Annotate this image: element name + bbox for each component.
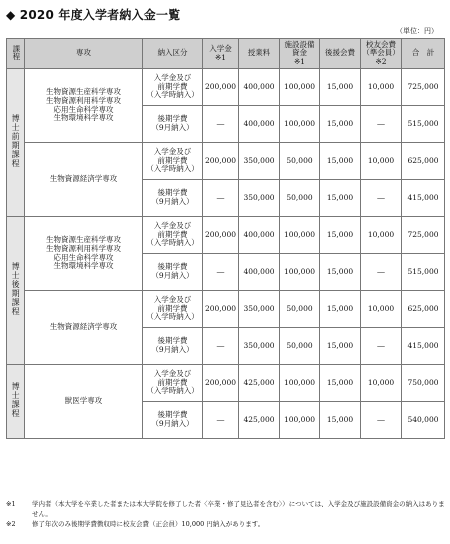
pay-type-first: 入学金及び 前期学費 （入学時納入） <box>143 217 203 254</box>
cell-alumni: 10,000 <box>361 69 402 106</box>
pay-type-first: 入学金及び 前期学費 （入学時納入） <box>143 291 203 328</box>
cell-alumni: ― <box>361 180 402 217</box>
cell-entrance: 200,000 <box>203 365 239 402</box>
cell-total: 540,000 <box>402 402 445 439</box>
pay-type-later: 後期学費 （9月納入） <box>143 402 203 439</box>
header-alumni: 校友会費 （準会員） ※2 <box>361 39 402 69</box>
cell-tuition: 425,000 <box>239 365 280 402</box>
cell-facility: 100,000 <box>280 69 320 106</box>
major-econ: 生物資源経済学専攻 <box>25 291 143 365</box>
cell-facility: 100,000 <box>280 365 320 402</box>
header-tuition: 授業料 <box>239 39 280 69</box>
footnote-mark: ※2 <box>6 519 16 528</box>
cell-alumni: 10,000 <box>361 365 402 402</box>
cell-facility: 50,000 <box>280 143 320 180</box>
pay-type-first: 入学金及び 前期学費 （入学時納入） <box>143 365 203 402</box>
cell-tuition: 400,000 <box>239 254 280 291</box>
pay-type-first: 入学金及び 前期学費 （入学時納入） <box>143 69 203 106</box>
table-row <box>7 291 445 328</box>
cell-supporter: 15,000 <box>320 69 361 106</box>
cell-alumni: 10,000 <box>361 291 402 328</box>
cell-alumni: ― <box>361 106 402 143</box>
cell-entrance: ― <box>203 402 239 439</box>
cell-total: 625,000 <box>402 291 445 328</box>
cell-alumni: ― <box>361 328 402 365</box>
cell-supporter: 15,000 <box>320 180 361 217</box>
cell-total: 415,000 <box>402 180 445 217</box>
program-doctor-early: 博士前期課程 <box>7 69 25 217</box>
cell-tuition: 400,000 <box>239 106 280 143</box>
cell-total: 625,000 <box>402 143 445 180</box>
program-doctor: 博士課程 <box>7 365 25 439</box>
cell-supporter: 15,000 <box>320 106 361 143</box>
footnote-mark: ※1 <box>6 500 16 508</box>
footnote-text: 修了年次のみ後期学費徴収時に校友会費（正会員）10,000 円納入があります。 <box>32 519 265 528</box>
footnote-text: 学内者（本大学を卒業した者または本大学院を修了した者〈卒業・修了見込者を含む〉）については、入学金及び施設設備資金の納入はありません。 <box>32 500 445 518</box>
cell-entrance: ― <box>203 106 239 143</box>
pay-type-later: 後期学費 （9月納入） <box>143 254 203 291</box>
cell-facility: 100,000 <box>280 402 320 439</box>
cell-alumni: 10,000 <box>361 217 402 254</box>
major-group-a: 生物資源生産科学専攻 生物資源利用科学専攻 応用生命科学専攻 生物環境科学専攻 <box>25 217 143 291</box>
header-major: 専攻 <box>25 39 143 69</box>
cell-total: 725,000 <box>402 217 445 254</box>
unit-label: （単位：円） <box>396 27 438 35</box>
fee-table <box>6 38 445 439</box>
table-row <box>7 365 445 402</box>
page-title: ◆ 2020 年度入学者納入金一覧 <box>6 8 181 22</box>
cell-alumni: ― <box>361 254 402 291</box>
header-total: 合 計 <box>402 39 445 69</box>
cell-total: 750,000 <box>402 365 445 402</box>
cell-facility: 100,000 <box>280 217 320 254</box>
cell-total: 725,000 <box>402 69 445 106</box>
cell-facility: 50,000 <box>280 180 320 217</box>
header-supporter: 後援会費 <box>320 39 361 69</box>
cell-entrance: ― <box>203 254 239 291</box>
cell-facility: 100,000 <box>280 106 320 143</box>
cell-alumni: 10,000 <box>361 143 402 180</box>
cell-supporter: 15,000 <box>320 402 361 439</box>
cell-entrance: 200,000 <box>203 143 239 180</box>
header-pay-type: 納入区分 <box>143 39 203 69</box>
program-doctor-late: 博士後期課程 <box>7 217 25 365</box>
cell-supporter: 15,000 <box>320 217 361 254</box>
cell-tuition: 350,000 <box>239 143 280 180</box>
pay-type-later: 後期学費 （9月納入） <box>143 180 203 217</box>
header-row <box>7 39 445 69</box>
cell-total: 415,000 <box>402 328 445 365</box>
header-program: 課程 <box>7 39 25 69</box>
cell-facility: 50,000 <box>280 291 320 328</box>
major-group-a: 生物資源生産科学専攻 生物資源利用科学専攻 応用生命科学専攻 生物環境科学専攻 <box>25 69 143 143</box>
cell-facility: 100,000 <box>280 254 320 291</box>
cell-facility: 50,000 <box>280 328 320 365</box>
cell-total: 515,000 <box>402 106 445 143</box>
header-entrance: 入学金 ※1 <box>203 39 239 69</box>
footnotes <box>6 500 446 529</box>
major-econ: 生物資源経済学専攻 <box>25 143 143 217</box>
cell-total: 515,000 <box>402 254 445 291</box>
table-row <box>7 143 445 180</box>
cell-entrance: ― <box>203 180 239 217</box>
footnote-2 <box>6 520 446 530</box>
cell-tuition: 400,000 <box>239 217 280 254</box>
cell-tuition: 350,000 <box>239 180 280 217</box>
cell-supporter: 15,000 <box>320 254 361 291</box>
cell-supporter: 15,000 <box>320 328 361 365</box>
cell-tuition: 350,000 <box>239 291 280 328</box>
cell-tuition: 400,000 <box>239 69 280 106</box>
cell-supporter: 15,000 <box>320 291 361 328</box>
major-vet: 獣医学専攻 <box>25 365 143 439</box>
cell-entrance: 200,000 <box>203 217 239 254</box>
cell-entrance: ― <box>203 328 239 365</box>
table-row <box>7 69 445 106</box>
pay-type-first: 入学金及び 前期学費 （入学時納入） <box>143 143 203 180</box>
cell-alumni: ― <box>361 402 402 439</box>
pay-type-later: 後期学費 （9月納入） <box>143 328 203 365</box>
cell-entrance: 200,000 <box>203 69 239 106</box>
table-row <box>7 217 445 254</box>
header-facility: 施設設備 資金 ※1 <box>280 39 320 69</box>
pay-type-later: 後期学費 （9月納入） <box>143 106 203 143</box>
cell-entrance: 200,000 <box>203 291 239 328</box>
cell-supporter: 15,000 <box>320 143 361 180</box>
cell-tuition: 425,000 <box>239 402 280 439</box>
cell-supporter: 15,000 <box>320 365 361 402</box>
footnote-1 <box>6 500 446 520</box>
cell-tuition: 350,000 <box>239 328 280 365</box>
